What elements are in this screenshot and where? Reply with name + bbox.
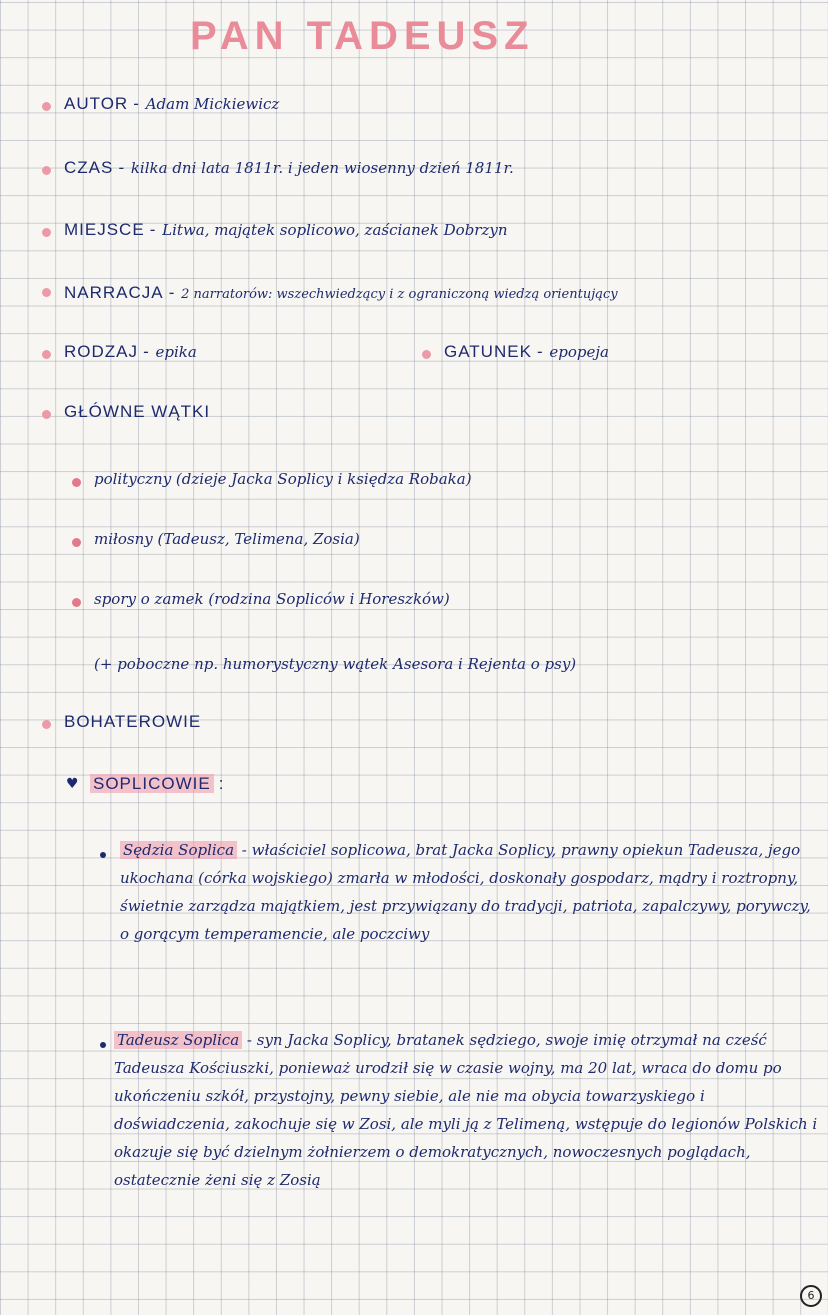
bullet-dot [72, 478, 81, 487]
bullet-dot [100, 1042, 106, 1048]
bullet-dot [72, 538, 81, 547]
miejsce-line: MIEJSCE - Litwa, majątek soplicowo, zaścianek Dobrzyn [64, 220, 508, 239]
watek-item: miłosny (Tadeusz, Telimena, Zosia) [94, 530, 360, 548]
bullet-dot [42, 102, 51, 111]
bullet-dot [42, 350, 51, 359]
rodzaj-value: epika [155, 343, 197, 361]
bullet-dot [42, 410, 51, 419]
narracja-label: NARRACJA [64, 283, 164, 302]
watki-note: (+ poboczne np. humorystyczny wątek Asesora i Rejenta o psy) [94, 655, 577, 673]
tadeusz-text: - syn Jacka Soplicy, bratanek sędziego, swoje imię otrzymał na cześć Tadeusza Kościuszki, ponieważ urodził się w czasie wojny, ma 20 lat, wraca do domu po ukończeniu szkół, przystojny, pewny siebie, ale nie ma obycia towarzyskiego i doświadczenia, zakochuje się w Zosi, ale myli ją z Telimeną, wstępuje do legionów Polskich i okazuje się być dzielnym żołnierzem o demokratycznych, nowoczesnych poglądach, ostatecznie żeni się z Zosią [114, 1031, 818, 1189]
rodzaj-label: RODZAJ [64, 342, 138, 361]
soplicowie-label: SOPLICOWIE [90, 774, 214, 793]
bullet-dot [42, 228, 51, 237]
bullet-dot [422, 350, 431, 359]
miejsce-value: Litwa, majątek soplicowo, zaścianek Dobrzyn [162, 221, 508, 239]
narracja-line: NARRACJA - 2 narratorów: wszechwiedzący i z ograniczoną wiedzą orientujący [64, 283, 618, 302]
watek-item: polityczny (dzieje Jacka Soplicy i księdza Robaka) [94, 470, 472, 488]
tadeusz-paragraph [114, 1026, 820, 1194]
czas-label: CZAS [64, 158, 114, 177]
gatunek-label: GATUNEK [444, 342, 532, 361]
heart-icon: ♥ [66, 776, 79, 792]
rodzaj-line: RODZAJ - epika [64, 342, 197, 361]
miejsce-label: MIEJSCE [64, 220, 145, 239]
autor-label: AUTOR [64, 94, 129, 113]
sedzia-paragraph [120, 836, 820, 948]
soplicowie-colon: : [218, 774, 225, 793]
gatunek-line: GATUNEK - epopeja [444, 342, 609, 361]
bullet-dot [42, 166, 51, 175]
czas-value: kilka dni lata 1811r. i jeden wiosenny dzień 1811r. [130, 159, 514, 177]
watek-item: spory o zamek (rodzina Sopliców i Horeszków) [94, 590, 450, 608]
watki-heading: GŁÓWNE WĄTKI [64, 402, 211, 421]
bullet-dot [42, 288, 51, 297]
soplicowie-heading [90, 774, 225, 794]
autor-line: AUTOR - Adam Mickiewicz [64, 94, 280, 113]
autor-value: Adam Mickiewicz [145, 95, 280, 113]
page-title: PAN TADEUSZ [190, 14, 535, 58]
bullet-dot [100, 852, 106, 858]
narracja-value: 2 narratorów: wszechwiedzący i z ograniczoną wiedzą orientujący [181, 287, 618, 302]
sedzia-name: Sędzia Soplica [120, 841, 237, 859]
tadeusz-name: Tadeusz Soplica [114, 1031, 242, 1049]
bohaterowie-heading: BOHATEROWIE [64, 712, 202, 731]
page-mark: 6 [800, 1285, 822, 1307]
bullet-dot [42, 720, 51, 729]
bullet-dot [72, 598, 81, 607]
sedzia-text: - właściciel soplicowa, brat Jacka Soplicy, prawny opiekun Tadeusza, jego ukochana (córka wojskiego) zmarła w młodości, doskonały gospodarz, mądry i roztropny, świetnie zarządza majątkiem, jest przywiązany do tradycji, patriota, zapalczywy, porywczy, o gorącym temperamencie, ale poczciwy [120, 841, 811, 943]
gatunek-value: epopeja [549, 343, 609, 361]
czas-line: CZAS - kilka dni lata 1811r. i jeden wiosenny dzień 1811r. [64, 158, 514, 177]
